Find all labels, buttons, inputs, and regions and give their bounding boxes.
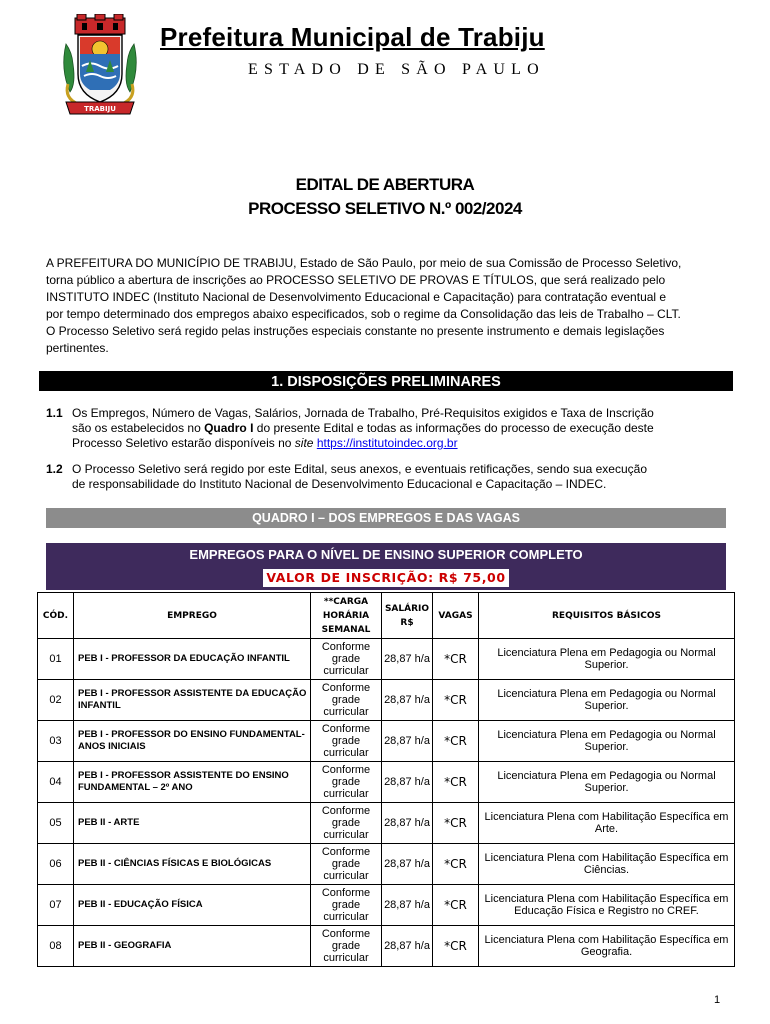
cell-carga: Conforme grade curricular — [311, 926, 382, 967]
cell-cod: 08 — [38, 926, 74, 967]
cell-emprego: PEB I - PROFESSOR DO ENSINO FUNDAMENTAL- ANOS INICIAIS — [74, 721, 311, 762]
cell-cod: 01 — [38, 639, 74, 680]
registration-fee: VALOR DE INSCRIÇÃO: R$ 75,00 — [263, 569, 509, 587]
cell-emprego: PEB I - PROFESSOR ASSISTENTE DO ENSINO FUNDAMENTAL – 2º ANO — [74, 762, 311, 803]
cell-salario: 28,87 h/a — [382, 885, 433, 926]
cell-requisitos: Licenciatura Plena com Habilitação Específica em Geografia. — [479, 926, 735, 967]
cell-cod: 06 — [38, 844, 74, 885]
cell-vagas: *CR — [433, 762, 479, 803]
cell-salario: 28,87 h/a — [382, 844, 433, 885]
cell-requisitos: Licenciatura Plena em Pedagogia ou Normal Superior. — [479, 639, 735, 680]
cell-carga: Conforme grade curricular — [311, 844, 382, 885]
cell-cod: 03 — [38, 721, 74, 762]
table-row — [38, 803, 735, 844]
cell-requisitos: Licenciatura Plena com Habilitação Específica em Educação Física e Registro no CREF. — [479, 885, 735, 926]
edital-title: EDITAL DE ABERTURA — [295, 175, 475, 194]
cell-carga: Conforme grade curricular — [311, 639, 382, 680]
item-line-part: Processo Seletivo estarão disponíveis no — [72, 436, 295, 450]
cell-vagas: *CR — [433, 926, 479, 967]
cell-carga: Conforme grade curricular — [311, 762, 382, 803]
quadro-reference: Quadro I — [204, 421, 254, 435]
item-1-2 — [46, 462, 726, 492]
section-1-header: 1. DISPOSIÇÕES PRELIMINARES — [39, 371, 733, 391]
cell-vagas: *CR — [433, 803, 479, 844]
item-line: Os Empregos, Número de Vagas, Salários, Jornada de Trabalho, Pré-Requisitos exigidos e Taxa de Inscrição — [72, 406, 654, 420]
svg-text:TRABIJU: TRABIJU — [84, 105, 116, 113]
cell-cod: 04 — [38, 762, 74, 803]
site-word: site — [294, 436, 314, 450]
cell-salario: 28,87 h/a — [382, 803, 433, 844]
cell-vagas: *CR — [433, 721, 479, 762]
table-row — [38, 680, 735, 721]
cell-requisitos: Licenciatura Plena em Pedagogia ou Normal Superior. — [479, 680, 735, 721]
item-line: O Processo Seletivo será regido por este Edital, seus anexos, e eventuais retificações, sendo sua execução — [72, 462, 647, 476]
cell-carga: Conforme grade curricular — [311, 680, 382, 721]
intro-line: A PREFEITURA DO MUNICÍPIO DE TRABIJU, Estado de São Paulo, por meio de sua Comissão de Processo Seletivo, — [46, 256, 682, 270]
item-line-part: são os estabelecidos no — [72, 421, 205, 435]
cell-vagas: *CR — [433, 844, 479, 885]
cell-requisitos: Licenciatura Plena em Pedagogia ou Normal Superior. — [479, 721, 735, 762]
table-row — [38, 885, 735, 926]
cell-cod: 07 — [38, 885, 74, 926]
item-line: de responsabilidade do Instituto Nacional de Desenvolvimento Educacional e Capacitação – INDEC. — [72, 477, 607, 491]
cell-emprego: PEB II - CIÊNCIAS FÍSICAS E BIOLÓGICAS — [74, 844, 311, 885]
table-row — [38, 721, 735, 762]
education-level-bar: EMPREGOS PARA O NÍVEL DE ENSINO SUPERIOR COMPLETO — [46, 543, 726, 566]
cell-requisitos: Licenciatura Plena com Habilitação Específica em Ciências. — [479, 844, 735, 885]
cell-requisitos: Licenciatura Plena com Habilitação Específica em Arte. — [479, 803, 735, 844]
col-header-carga: **CARGA HORÁRIA SEMANAL — [311, 593, 382, 639]
intro-line: torna público a abertura de inscrições ao PROCESSO SELETIVO DE PROVAS E TÍTULOS, que será realizado pelo — [46, 273, 666, 287]
table-row — [38, 639, 735, 680]
col-header-salario: SALÁRIO R$ — [382, 593, 433, 639]
table-header-row — [38, 593, 735, 639]
table-row — [38, 926, 735, 967]
cell-carga: Conforme grade curricular — [311, 885, 382, 926]
table-row — [38, 762, 735, 803]
intro-line: pertinentes. — [46, 341, 109, 355]
item-text — [72, 462, 726, 492]
col-header-emprego: EMPREGO — [74, 593, 311, 639]
cell-vagas: *CR — [433, 885, 479, 926]
cell-salario: 28,87 h/a — [382, 639, 433, 680]
cell-cod: 02 — [38, 680, 74, 721]
jobs-table — [37, 592, 735, 967]
cell-emprego: PEB II - ARTE — [74, 803, 311, 844]
quadro-title-bar: QUADRO I – DOS EMPREGOS E DAS VAGAS — [46, 508, 726, 528]
col-header-vagas: VAGAS — [433, 593, 479, 639]
cell-carga: Conforme grade curricular — [311, 803, 382, 844]
state-subtitle: ESTADO DE SÃO PAULO — [248, 61, 545, 78]
cell-vagas: *CR — [433, 639, 479, 680]
col-header-cod: CÓD. — [38, 593, 74, 639]
municipality-title: Prefeitura Municipal de Trabiju — [160, 22, 545, 52]
cell-vagas: *CR — [433, 680, 479, 721]
cell-emprego: PEB I - PROFESSOR ASSISTENTE DA EDUCAÇÃO INFANTIL — [74, 680, 311, 721]
intro-paragraph — [46, 255, 726, 357]
coat-of-arms-icon — [58, 14, 142, 118]
indec-website-link[interactable]: https://institutoindec.org.br — [316, 436, 458, 450]
cell-requisitos: Licenciatura Plena em Pedagogia ou Normal Superior. — [479, 762, 735, 803]
cell-salario: 28,87 h/a — [382, 680, 433, 721]
processo-title: PROCESSO SELETIVO N.º 002/2024 — [248, 199, 522, 218]
cell-emprego: PEB II - GEOGRAFIA — [74, 926, 311, 967]
table-row — [38, 844, 735, 885]
item-line-part: do presente Edital e todas as informações do processo de execução deste — [253, 421, 654, 435]
item-number: 1.1 — [46, 406, 63, 420]
item-1-1 — [46, 406, 726, 451]
intro-line: INSTITUTO INDEC (Instituto Nacional de Desenvolvimento Educacional e Capacitação) para contratação eventual e — [46, 290, 667, 304]
item-text — [72, 406, 726, 451]
col-header-requisitos: REQUISITOS BÁSICOS — [479, 593, 735, 639]
item-number: 1.2 — [46, 462, 63, 476]
intro-line: O Processo Seletivo será regido pelas instruções especiais constante no presente instrumento e demais legislações — [46, 324, 665, 338]
cell-salario: 28,87 h/a — [382, 762, 433, 803]
cell-emprego: PEB I - PROFESSOR DA EDUCAÇÃO INFANTIL — [74, 639, 311, 680]
cell-cod: 05 — [38, 803, 74, 844]
cell-salario: 28,87 h/a — [382, 926, 433, 967]
fee-bar — [46, 566, 726, 590]
page-number: 1 — [714, 994, 721, 1006]
cell-emprego: PEB II - EDUCAÇÃO FÍSICA — [74, 885, 311, 926]
intro-line: por tempo determinado dos empregos abaixo especificados, sob o regime da Consolidação das leis de Trabalho – CLT. — [46, 307, 681, 321]
cell-salario: 28,87 h/a — [382, 721, 433, 762]
cell-carga: Conforme grade curricular — [311, 721, 382, 762]
